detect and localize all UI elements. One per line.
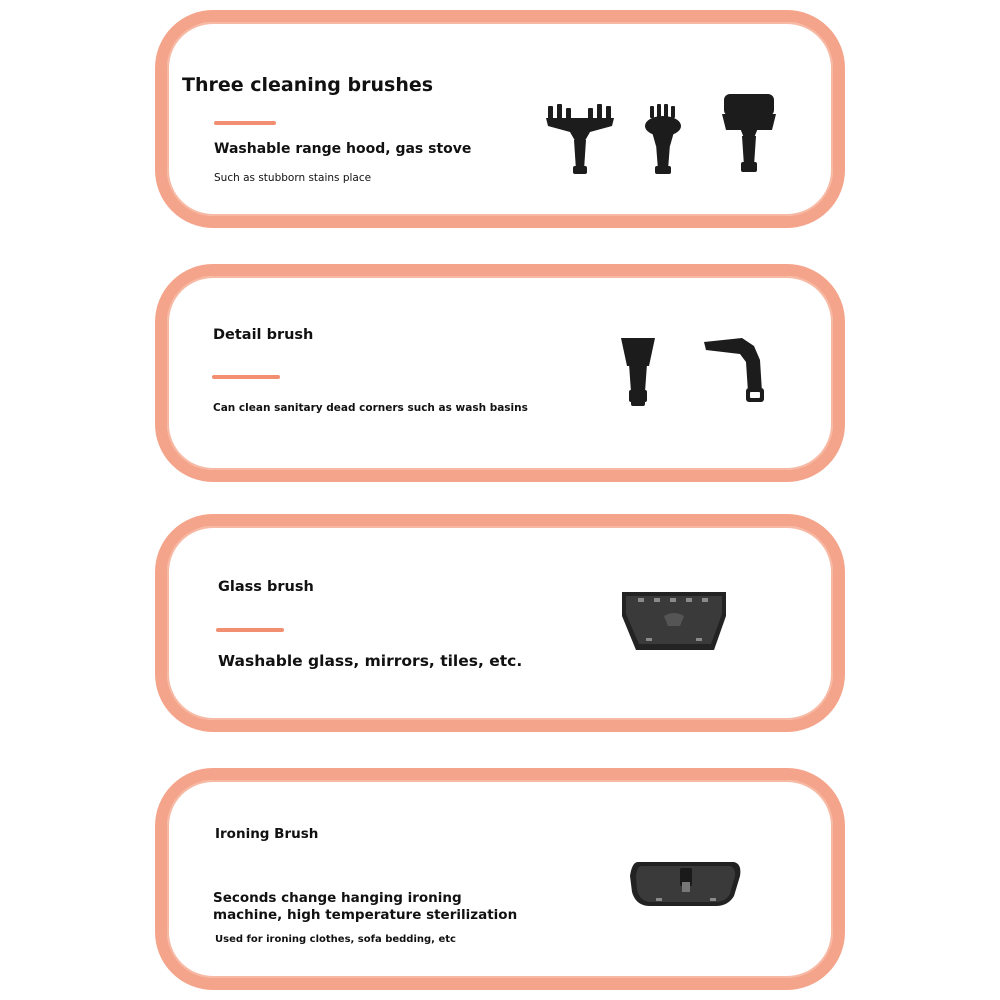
round-bristle-brush-image <box>640 104 688 176</box>
feature-card-glass-brush <box>155 514 845 732</box>
section-note: Can clean sanitary dead corners such as wash basins <box>213 402 528 414</box>
section-title: Glass brush <box>218 579 314 595</box>
nozzle-brush-image <box>540 100 620 178</box>
section-title: Detail brush <box>213 327 314 343</box>
window-squeegee-image <box>618 588 730 658</box>
flat-nozzle-image <box>615 336 661 408</box>
large-bristle-brush-image <box>720 92 778 176</box>
section-subtitle-line-2: machine, high temperature sterilization <box>213 907 518 923</box>
accent-rule <box>216 628 284 632</box>
ironing-plate-image <box>628 856 744 912</box>
section-title: Ironing Brush <box>215 826 319 842</box>
section-subtitle: Washable glass, mirrors, tiles, etc. <box>218 652 523 670</box>
angled-nozzle-image <box>702 336 774 408</box>
section-title: Three cleaning brushes <box>182 74 434 96</box>
section-subtitle-line-1: Seconds change hanging ironing <box>213 890 462 906</box>
accent-rule <box>214 121 276 125</box>
section-subtitle: Washable range hood, gas stove <box>214 141 472 157</box>
accent-rule <box>212 375 280 379</box>
section-note: Such as stubborn stains place <box>214 172 372 184</box>
section-note: Used for ironing clothes, sofa bedding, etc <box>215 934 456 945</box>
